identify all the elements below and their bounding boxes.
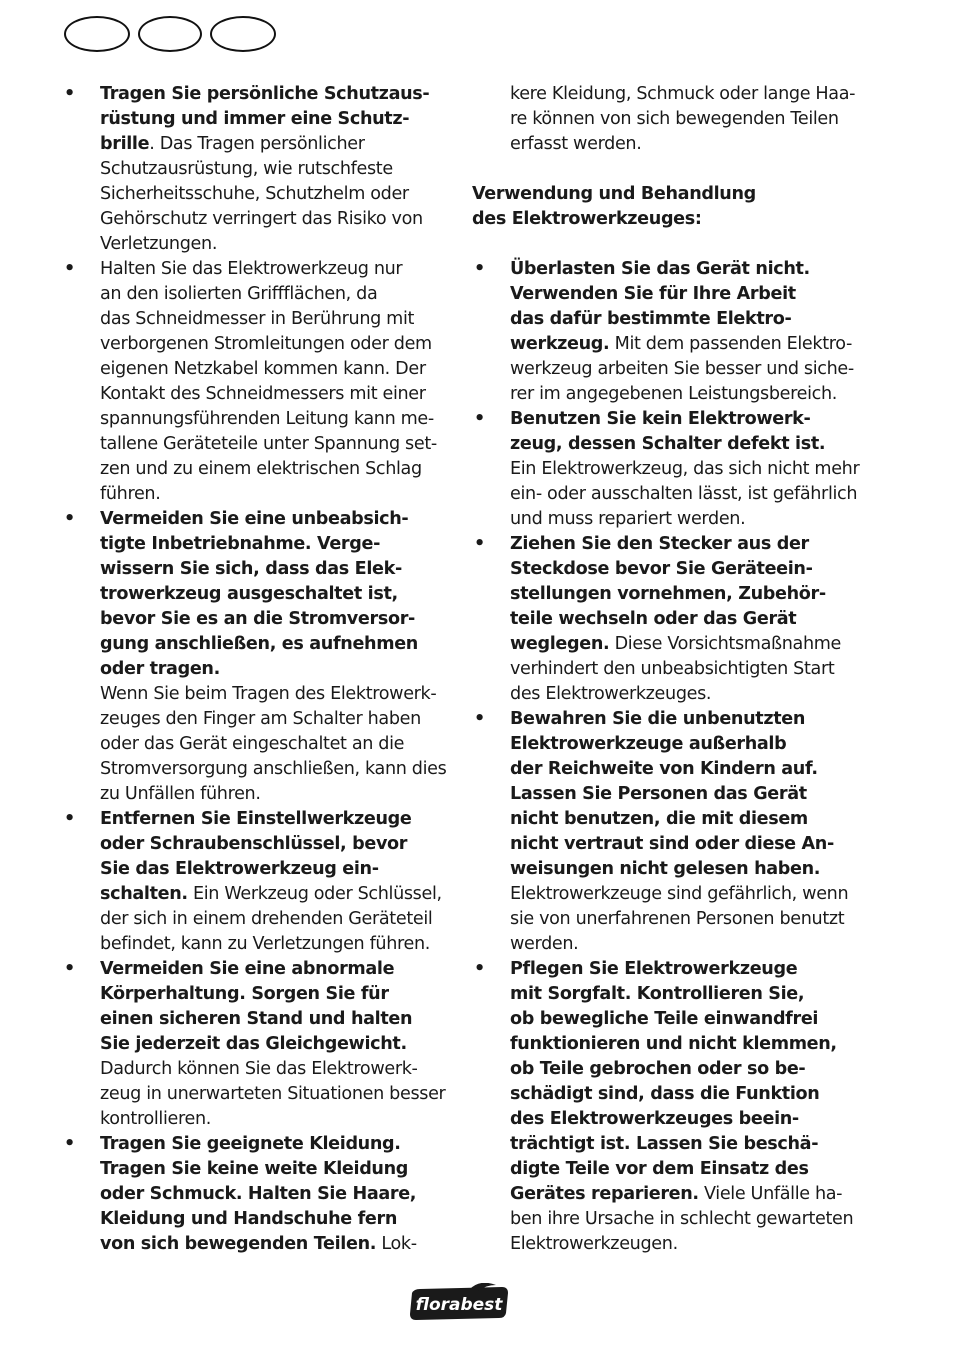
text-line: teile wechseln oder das Gerät <box>510 609 797 629</box>
text-line: Sie das Elektrowerkzeug ein- <box>100 859 379 879</box>
text-line: Pflegen Sie Elektrowerkzeuge <box>510 959 798 979</box>
text-line: erfasst werden. <box>510 134 642 154</box>
text-line: Elektrowerkzeugen. <box>510 1234 678 1254</box>
text-line: das Schneidmesser in Berührung mit <box>100 309 415 329</box>
text-line: zeuges den Finger am Schalter haben <box>100 709 421 729</box>
bullet-marker: • <box>474 959 485 979</box>
text-line: tallene Geräteteile unter Spannung set- <box>100 434 437 454</box>
text-line: Halten Sie das Elektrowerkzeug nur <box>100 259 403 279</box>
bullet-item <box>62 257 454 507</box>
text-line: kontrollieren. <box>100 1109 211 1129</box>
text-line: Verletzungen. <box>100 234 218 254</box>
text-line: Vermeiden Sie eine unbeabsich- <box>100 509 409 529</box>
language-oval <box>138 16 202 52</box>
text-line: nicht vertraut sind oder diese An- <box>510 834 834 854</box>
text-line: Sicherheitsschuhe, Schutzhelm oder <box>100 184 409 204</box>
bullet-item <box>472 407 872 532</box>
text-line: rer im angegebenen Leistungsbereich. <box>510 384 838 404</box>
text-line: stellungen vornehmen, Zubehör- <box>510 584 826 604</box>
text-line: Bewahren Sie die unbenutzten <box>510 709 806 729</box>
text-line: Gerätes reparieren. Viele Unfälle ha- <box>510 1184 843 1204</box>
bullet-marker: • <box>64 509 75 529</box>
text-line: oder Schmuck. Halten Sie Haare, <box>100 1184 417 1204</box>
text-line: oder tragen. <box>100 659 220 679</box>
text-line: verhindert den unbeabsichtigten Start <box>510 659 835 679</box>
text-line: Tragen Sie geeignete Kleidung. <box>100 1134 401 1154</box>
bullet-item <box>62 807 454 957</box>
bullet-marker: • <box>474 709 485 729</box>
text-line: oder Schraubenschlüssel, bevor <box>100 834 408 854</box>
spacer <box>472 157 872 182</box>
text-line: von sich bewegenden Teilen. Lok- <box>100 1234 417 1254</box>
text-line: Benutzen Sie kein Elektrowerk- <box>510 409 811 429</box>
text-line: Elektrowerkzeuge sind gefährlich, wenn <box>510 884 849 904</box>
logo-text: florabest <box>415 1295 503 1315</box>
florabest-logo <box>406 1283 512 1323</box>
text-line: re können von sich bewegenden Teilen <box>510 109 839 129</box>
text-line: Tragen Sie keine weite Kleidung <box>100 1159 409 1179</box>
text-line: funktionieren und nicht klemmen, <box>510 1034 837 1054</box>
bullet-marker: • <box>474 534 485 554</box>
text-line: der sich in einem drehenden Geräteteil <box>100 909 433 929</box>
text-line: werden. <box>510 934 579 954</box>
text-line: gung anschließen, es aufnehmen <box>100 634 418 654</box>
text-line: werkzeug arbeiten Sie besser und siche- <box>510 359 854 379</box>
bullet-marker: • <box>474 259 485 279</box>
text-line: nicht benutzen, die mit diesem <box>510 809 808 829</box>
text-line: befindet, kann zu Verletzungen führen. <box>100 934 431 954</box>
bullet-item <box>472 957 872 1257</box>
bullet-marker: • <box>64 1134 75 1154</box>
text-line: führen. <box>100 484 161 504</box>
text-line: Vermeiden Sie eine abnormale <box>100 959 395 979</box>
text-line: ben ihre Ursache in schlecht gewarteten <box>510 1209 854 1229</box>
text-line: Kontakt des Schneidmessers mit einer <box>100 384 426 404</box>
text-line: das dafür bestimmte Elektro- <box>510 309 792 329</box>
text-line: ob Teile gebrochen oder so be- <box>510 1059 806 1079</box>
text-line: schädigt sind, dass die Funktion <box>510 1084 820 1104</box>
text-line: Kleidung und Handschuhe fern <box>100 1209 397 1229</box>
text-line: bevor Sie es an die Stromversor- <box>100 609 415 629</box>
bullet-marker: • <box>64 84 75 104</box>
text-line: digte Teile vor dem Einsatz des <box>510 1159 809 1179</box>
text-line: oder das Gerät eingeschaltet an die <box>100 734 405 754</box>
text-line: des Elektrowerkzeuges beein- <box>510 1109 799 1129</box>
text-line: Lassen Sie Personen das Gerät <box>510 784 807 804</box>
text-line: wissern Sie sich, dass das Elek- <box>100 559 402 579</box>
text-line: spannungsführenden Leitung kann me- <box>100 409 434 429</box>
text-line: Ziehen Sie den Stecker aus der <box>510 534 809 554</box>
bullet-item <box>62 507 454 807</box>
bullet-marker: • <box>64 809 75 829</box>
left-column <box>62 82 454 1257</box>
text-line: einen sicheren Stand und halten <box>100 1009 413 1029</box>
bullet-item <box>472 532 872 707</box>
text-line: zeug in unerwarteten Situationen besser <box>100 1084 446 1104</box>
text-line: weisungen nicht gelesen haben. <box>510 859 821 879</box>
text-line: Gehörschutz verringert das Risiko von <box>100 209 423 229</box>
bullet-marker: • <box>64 959 75 979</box>
text-line: zeug, dessen Schalter defekt ist. <box>510 434 826 454</box>
text-line: der Reichweite von Kindern auf. <box>510 759 818 779</box>
text-line: Körperhaltung. Sorgen Sie für <box>100 984 389 1004</box>
bullet-item <box>472 707 872 957</box>
section-heading <box>472 182 872 232</box>
bullet-item <box>62 1132 454 1257</box>
text-line: schalten. Ein Werkzeug oder Schlüssel, <box>100 884 442 904</box>
text-line: Ein Elektrowerkzeug, das sich nicht mehr <box>510 459 860 479</box>
language-oval <box>64 16 130 52</box>
text-line: rüstung und immer eine Schutz- <box>100 109 410 129</box>
text-line: zen und zu einem elektrischen Schlag <box>100 459 422 479</box>
bullet-marker: • <box>64 259 75 279</box>
heading-line: Verwendung und Behandlung <box>472 184 756 204</box>
text-line: Überlasten Sie das Gerät nicht. <box>510 259 810 279</box>
text-line: ob bewegliche Teile einwandfrei <box>510 1009 819 1029</box>
text-line: ein- oder ausschalten lässt, ist gefährlich <box>510 484 858 504</box>
text-line: Stromversorgung anschließen, kann dies <box>100 759 447 779</box>
text-line: Entfernen Sie Einstellwerkzeuge <box>100 809 412 829</box>
text-line: trächtigt ist. Lassen Sie beschä- <box>510 1134 819 1154</box>
right-column <box>472 82 872 1257</box>
text-line: trowerkzeug ausgeschaltet ist, <box>100 584 398 604</box>
text-line: Sie jederzeit das Gleichgewicht. <box>100 1034 407 1054</box>
text-line: Elektrowerkzeuge außerhalb <box>510 734 787 754</box>
spacer <box>472 232 872 257</box>
text-line: Wenn Sie beim Tragen des Elektrowerk- <box>100 684 437 704</box>
text-line: Steckdose bevor Sie Geräteein- <box>510 559 813 579</box>
text-line: Dadurch können Sie das Elektrowerk- <box>100 1059 418 1079</box>
text-line: werkzeug. Mit dem passenden Elektro- <box>510 334 853 354</box>
text-line: Verwenden Sie für Ihre Arbeit <box>510 284 796 304</box>
bullet-item <box>472 257 872 407</box>
text-line: des Elektrowerkzeuges. <box>510 684 712 704</box>
right-items <box>472 257 872 1257</box>
heading-line: des Elektrowerkzeuges: <box>472 209 702 229</box>
text-line: Schutzausrüstung, wie rutschfeste <box>100 159 393 179</box>
text-line: eigenen Netzkabel kommen kann. Der <box>100 359 426 379</box>
text-line: brille. Das Tragen persönlicher <box>100 134 365 154</box>
bullet-marker: • <box>474 409 485 429</box>
text-line: weglegen. Diese Vorsichtsmaßnahme <box>510 634 842 654</box>
text-line: zu Unfällen führen. <box>100 784 261 804</box>
bullet-item <box>62 957 454 1132</box>
text-line: mit Sorgfalt. Kontrollieren Sie, <box>510 984 805 1004</box>
text-line: verborgenen Stromleitungen oder dem <box>100 334 432 354</box>
text-line: und muss repariert werden. <box>510 509 746 529</box>
text-line: kere Kleidung, Schmuck oder lange Haa- <box>510 84 856 104</box>
language-oval <box>210 16 276 52</box>
text-line: sie von unerfahrenen Personen benutzt <box>510 909 845 929</box>
bullet-item <box>62 82 454 257</box>
text-line: an den isolierten Griffflächen, da <box>100 284 378 304</box>
text-line: Tragen Sie persönliche Schutzaus- <box>100 84 430 104</box>
text-line: tigte Inbetriebnahme. Verge- <box>100 534 381 554</box>
continuation-text <box>472 82 872 157</box>
